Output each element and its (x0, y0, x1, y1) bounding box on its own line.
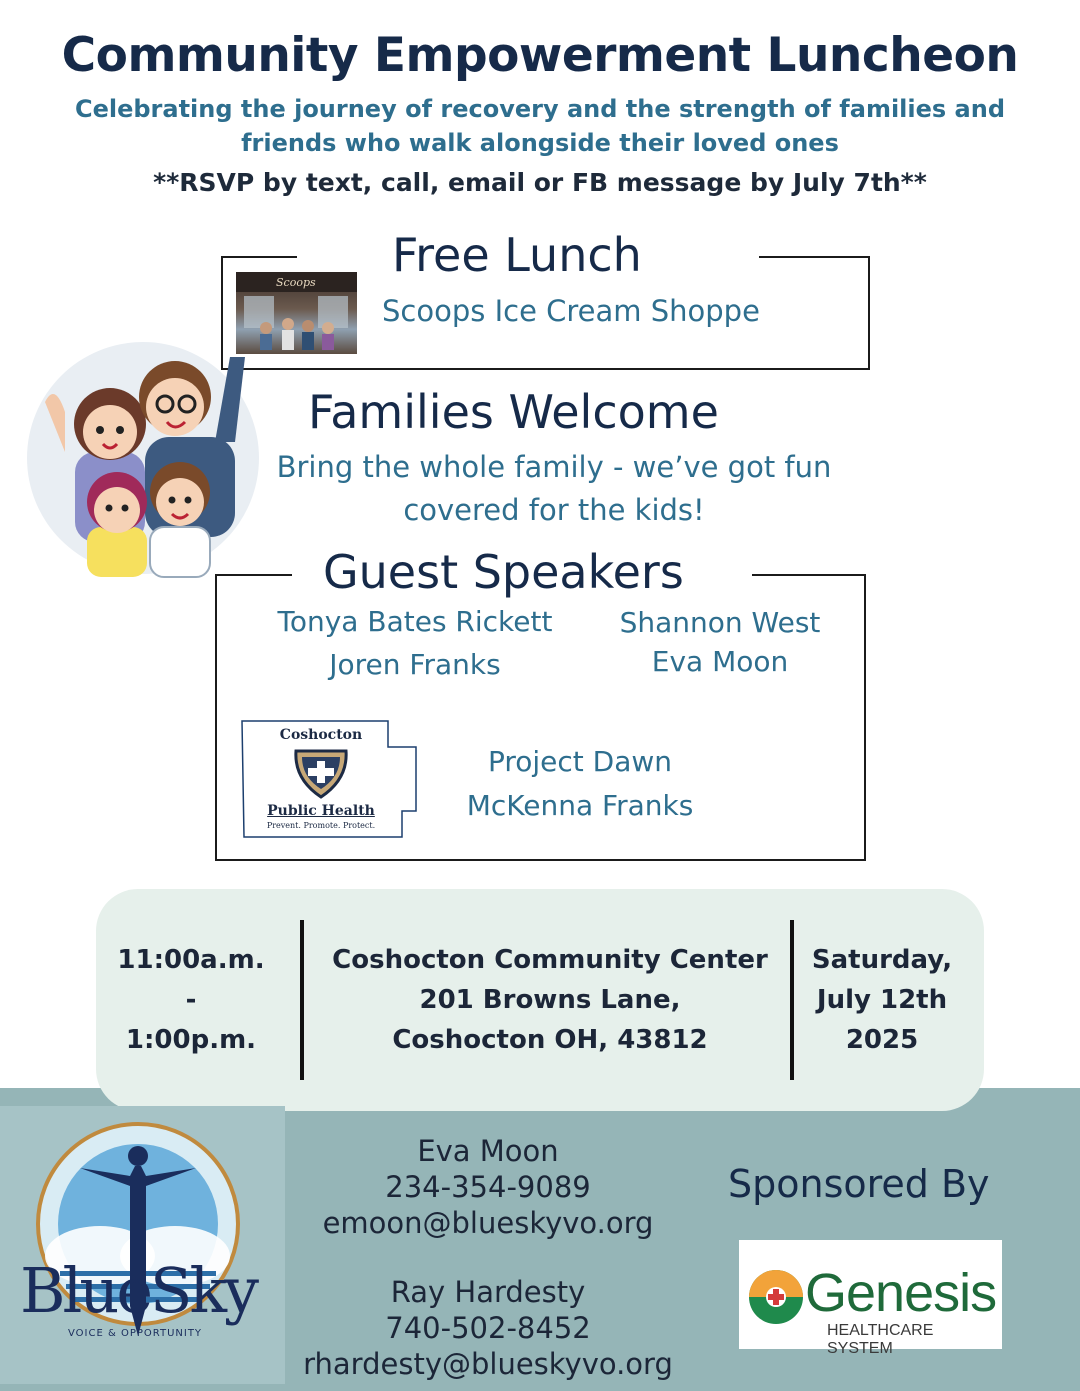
speaker-name: Shannon West (619, 606, 821, 639)
event-time (106, 940, 276, 1060)
public-health-logo (240, 719, 420, 839)
bluesky-logo (0, 1106, 285, 1384)
date-day: Saturday, (811, 945, 953, 975)
time-end: 1:00p.m. (125, 1025, 257, 1055)
rsvp-notice: **RSVP by text, call, email or FB message by July 7th** (153, 168, 927, 197)
genesis-sun-icon (741, 1262, 811, 1332)
genesis-logo-tagline: HEALTHCARE SYSTEM (827, 1322, 934, 1357)
health-logo-name: Public Health (267, 803, 375, 819)
contact-phone: 740-502-8452 (385, 1311, 591, 1345)
free-lunch-heading: Free Lunch (392, 228, 642, 282)
subtitle-line-2: friends who walk alongside their loved ones (241, 129, 839, 157)
health-logo-top: Coshocton (279, 727, 363, 743)
partner-line-2: McKenna Franks (466, 789, 694, 822)
divider (300, 920, 304, 1080)
date-year: 2025 (845, 1025, 919, 1055)
speakers-left (250, 600, 580, 686)
location-name: Coshocton Community Center (332, 945, 768, 975)
page-title: Community Empowerment Luncheon (61, 28, 1019, 83)
genesis-logo-name: Genesis (805, 1263, 997, 1323)
speaker-name: Tonya Bates Rickett (277, 605, 553, 638)
contact-name: Ray Hardesty (390, 1275, 586, 1309)
families-line-1: Bring the whole family - we’ve got fun (276, 450, 832, 484)
family-illustration (25, 342, 265, 592)
location-street: 201 Browns Lane, (419, 985, 681, 1015)
families-heading: Families Welcome (308, 385, 719, 439)
guest-speakers-heading: Guest Speakers (323, 545, 684, 599)
partner-line-1: Project Dawn (487, 745, 673, 778)
speaker-name: Eva Moon (651, 645, 789, 678)
bluesky-logo-name: BlueSky (20, 1254, 257, 1327)
subtitle-line-1: Celebrating the journey of recovery and the strength of families and (74, 95, 1006, 123)
location-city: Coshocton OH, 43812 (392, 1025, 708, 1055)
families-line-2: covered for the kids! (403, 493, 705, 527)
time-dash: - (185, 985, 197, 1015)
date-month: July 12th (816, 985, 948, 1015)
event-date (800, 940, 964, 1060)
lunch-venue: Scoops Ice Cream Shoppe (382, 294, 760, 328)
contact-phone: 234-354-9089 (385, 1170, 591, 1204)
contact-1 (270, 1133, 706, 1241)
families-text (254, 446, 854, 532)
bluesky-logo-tagline: VOICE & OPPORTUNITY (68, 1328, 203, 1339)
partner-org (440, 740, 720, 828)
speakers-right (600, 603, 840, 681)
genesis-logo (739, 1240, 1002, 1357)
time-start: 11:00a.m. (117, 945, 265, 975)
contact-2 (270, 1274, 706, 1382)
contact-email: emoon@blueskyvo.org (322, 1206, 654, 1240)
subtitle (60, 92, 1020, 160)
shop-sign: Scoops (276, 276, 316, 289)
sponsored-by-label: Sponsored By (728, 1162, 990, 1206)
contact-email: rhardesty@blueskyvo.org (303, 1347, 673, 1381)
health-logo-tagline: Prevent. Promote. Protect. (266, 821, 376, 830)
speaker-name: Joren Franks (329, 648, 501, 681)
event-location (310, 940, 790, 1060)
divider (790, 920, 794, 1080)
contact-name: Eva Moon (417, 1134, 559, 1168)
